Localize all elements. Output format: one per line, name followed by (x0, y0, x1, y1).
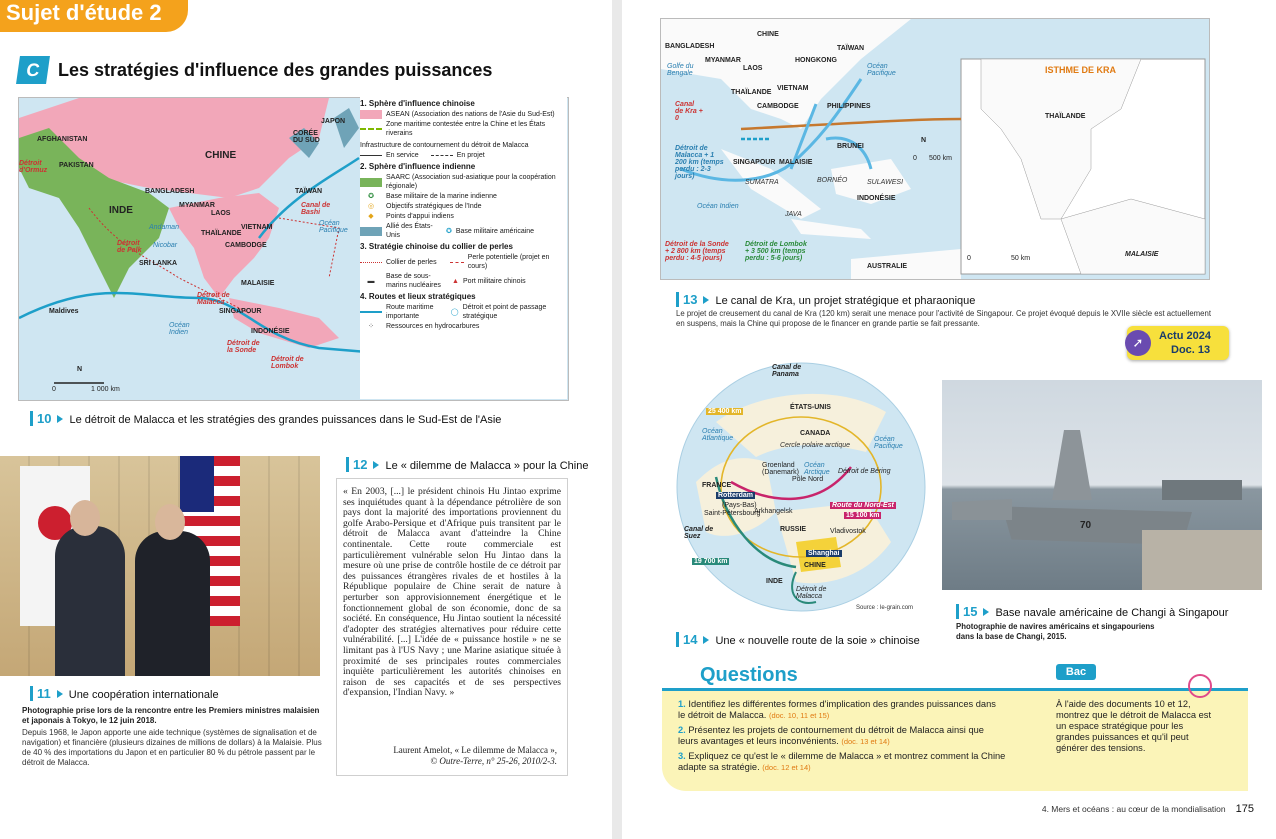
legend-collier: Collier de perles (386, 258, 437, 266)
q3-text: Expliquez ce qu'est le « dilemme de Malacca » et montrez comment la Chine adapte sa stratégie. (678, 751, 1006, 772)
label-indonesie: INDONÉSIE (251, 328, 290, 335)
section-letter: C (16, 56, 50, 84)
label-thailande: THAÏLANDE (731, 89, 772, 96)
doc15-num: 15 (956, 604, 977, 619)
label-rotterdam: Rotterdam (718, 492, 754, 499)
doc10-caption (30, 411, 501, 426)
badge-line1: Actu 2024 (1159, 330, 1211, 342)
label-japon: JAPON (321, 118, 346, 125)
label-russie: RUSSIE (780, 526, 807, 533)
label-shanghai: Shanghai (808, 550, 840, 557)
doc14-caption-text: Une « nouvelle route de la soie » chinoise (715, 635, 920, 647)
pier (1142, 530, 1262, 590)
label-chine: CHINE (757, 31, 779, 38)
label-ins-scale-0: 0 (967, 255, 971, 262)
label-ormuz: Détroit d'Ormuz (19, 160, 48, 174)
doc11-num: 11 (30, 686, 51, 701)
doc11-caption-text: Une coopération internationale (68, 689, 219, 701)
doc13-caption-text: Le canal de Kra, un projet stratégique et pharaonique (715, 295, 976, 307)
route-swatch (360, 311, 382, 313)
label-etatsunis: ÉTATS-UNIS (790, 404, 831, 411)
label-malacca: Détroit de Malacca (796, 586, 827, 600)
legend-perle: Perle potentielle (projet en cours) (467, 254, 550, 270)
legend-allie: Allié des États-Unis (386, 223, 433, 239)
label-nicobar: Nicobar (153, 242, 178, 249)
label-india: INDE (109, 205, 133, 216)
label-ocean-indien: Océan Indien (169, 322, 190, 336)
collier-swatch (360, 262, 382, 263)
label-france: FRANCE (702, 482, 732, 489)
label-palk: Détroit de Palk (117, 240, 142, 254)
bac-label: Bac (1056, 664, 1096, 680)
doc11-caption (30, 686, 219, 701)
questions-title: Questions (700, 664, 798, 686)
legend-appui: Points d'appui indiens (386, 213, 454, 220)
port-icon: ▲ (452, 277, 459, 285)
submarine-icon: ▬ (367, 277, 375, 285)
label-java: JAVA (785, 211, 802, 218)
bac-text: À l'aide des documents 10 et 12, montrez que le détroit de Malacca est un espace stratégique pour les grandes puissances et qu'il peut générer des tensions. (1056, 699, 1212, 753)
q1-text: Identifiez les différentes formes d'implication des grandes puissances dans le détroit de Malacca. (678, 699, 996, 720)
sujet-tab: Sujet d'étude 2 (0, 0, 188, 32)
legend-detroit: Détroit et point de passage stratégique (462, 304, 547, 320)
legend-h4: 4. Routes et lieux stratégiques (360, 292, 476, 301)
doc12-text: « En 2003, [...] le président chinois Hu Jintao exprime ses inquiétudes quant à la dépendance pétrolière de son pays dont la majorité des importations proviennent du golfe Arabo-Persique et d'Afrique puis transitent par le détroit de Malacca avant d'atteindre la Chine continentale. Cette route commerciale est particulièrement vulnérable selon Hu Jintao dans la mesure où une prise de contrôle hostile de ce détroit par des puissances étrangères rivales de et hostiles à la République populaire de Chine serait de nature à perturber son approvisionnement énergétique et le fonctionnement global de son économie, donc de sa société. En conséquence, Hu Jintao soutient la nécessité d'adopter des stratégies alternatives pour réduire cette vulnérabilité. [...] L'idée de « puissance hostile » ne se limitant pas à l'US Navy ; une Marine asiatique située à proximité de ses principales routes commerciales inquiète particulièrement les autorités chinoises en raison de ses capacités et de ses perspectives d'expansion, l'Indian Navy. » (343, 486, 561, 699)
q2-num: 2. (678, 725, 686, 735)
label-km15100: 15 100 km (846, 512, 880, 519)
label-indonesie: INDONÉSIE (857, 195, 896, 202)
legend-projet: En projet (456, 152, 485, 159)
caption-arrow-icon (57, 415, 63, 423)
zone-swatch (360, 128, 382, 130)
asean-swatch (360, 110, 382, 119)
legend-saarc: SAARC (Association sud-asiatique pour la coopération régionale) (386, 174, 556, 190)
label-ocean-atl: Océan Atlantique (702, 428, 734, 442)
label-thai: THAÏLANDE (201, 230, 242, 237)
left-page (0, 0, 612, 839)
question-3 (678, 751, 1008, 773)
label-viet: VIETNAM (241, 224, 273, 231)
caption-arrow-icon (57, 690, 63, 698)
doc12-source: © Outre-Terre, n° 25-26, 2010/2-3. (430, 756, 557, 766)
legend-infra: Infrastructure de contournement du détroit de Malacca (360, 142, 529, 149)
kra-map (660, 18, 1210, 280)
cursor-icon: ➚ (1125, 330, 1151, 356)
q3-num: 3. (678, 751, 686, 761)
label-malacca: Détroit de Malacca (197, 292, 230, 306)
label-sonde: Détroit de la Sonde (227, 340, 260, 354)
label-ins-malaisie: MALAISIE (1125, 251, 1159, 258)
doc13-text: Le projet de creusement du canal de Kra (120 km) serait une menace pour l'activité de Singapour. Ce projet évoqué depuis le XVIIe siècle est actuellement en suspens, mais la Chine qui propose de le financer en grande partie se fait pressante. (676, 309, 1212, 328)
legend-port: Port militaire chinois (462, 277, 526, 285)
doc11-text: Depuis 1968, le Japon apporte une aide technique (systèmes de signalisation et de navigation) et financière (plusieurs dizaines de millions de dollars) à la Malaisie. Plus de 40 % des importations du Japon et en particulier 80 % du pétrole passent par le détroit de Malacca. (22, 728, 322, 767)
ship-distant (1162, 480, 1242, 500)
label-lombok: Détroit de Lombok (271, 356, 304, 370)
label-cambodge: CAMBODGE (757, 103, 799, 110)
doc12-num: 12 (346, 457, 367, 472)
label-ins-thai: THAÏLANDE (1045, 113, 1086, 120)
allie-swatch (360, 227, 382, 236)
doc12-box (336, 478, 568, 776)
ec-logo-icon (1188, 674, 1212, 698)
label-bering: Détroit de Béring (838, 468, 891, 475)
legend-zone: Zone maritime contestée entre la Chine et les États riverains (386, 121, 546, 137)
label-philippines: PHILIPPINES (827, 103, 871, 110)
doc12-author: Laurent Amelot, « Le dilemme de Malacca », (393, 745, 557, 755)
label-malacca: Détroit de Malacca + 1 200 km (temps perdu : 2-3 jours) (675, 145, 724, 180)
right-page (622, 0, 1276, 839)
actu-badge[interactable] (1127, 326, 1229, 360)
label-ins-scale: 50 km (1011, 255, 1031, 262)
saarc-swatch (360, 178, 382, 187)
q1-num: 1. (678, 699, 686, 709)
label-groenland: Groenland (Danemark) (762, 462, 799, 476)
label-arkh: Arkhangelsk (754, 508, 793, 515)
page-footer (1042, 803, 1254, 815)
label-lombok: Détroit de Lombok + 3 500 km (temps perdu : 5-6 jours) (745, 241, 807, 262)
strait-icon: ◯ (450, 308, 459, 316)
doc14-num: 14 (676, 632, 697, 647)
label-route-nord: Route du Nord-Est (832, 502, 894, 509)
label-taiwan: TAÏWAN (295, 188, 323, 195)
label-stpete: Saint-Pétersbourg (704, 510, 761, 517)
caption-arrow-icon (373, 461, 379, 469)
person-left (55, 526, 125, 676)
doc10-caption-text: Le détroit de Malacca et les stratégies des grandes puissances dans le Sud-Est de l'Asie (69, 414, 502, 426)
caption-arrow-icon (703, 296, 709, 304)
label-hongkong: HONGKONG (795, 57, 837, 64)
label-inde: INDE (766, 578, 783, 585)
projet-swatch (431, 155, 453, 156)
doc14-source: Source : le-grain.com (856, 605, 914, 611)
label-suez: Canal de Suez (684, 526, 714, 540)
label-maldives: Maldives (49, 308, 79, 315)
label-sonde: Détroit de la Sonde + 2 800 km (temps perdu : 4-5 jours) (665, 241, 729, 262)
label-malaisie: MALAISIE (779, 159, 813, 166)
label-canal: Canal de Kra + 0 (675, 101, 703, 122)
label-ocean-ind: Océan Indien (697, 203, 739, 210)
base-us-icon: ✪ (446, 227, 452, 235)
doc13-caption (676, 292, 975, 307)
label-coree: CORÉE DU SUD (293, 130, 320, 144)
label-bangla: BANGLADESH (145, 188, 195, 195)
section-title: Les stratégies d'influence des grandes puissances (58, 59, 493, 80)
label-north: N (921, 137, 927, 144)
perle-swatch (450, 262, 464, 263)
label-bangladesh: BANGLADESH (665, 43, 715, 50)
section-header (18, 56, 492, 84)
legend-service: En service (386, 152, 419, 159)
label-ocean-pac: Océan Pacifique (867, 63, 896, 77)
label-borneo: BORNÉO (817, 177, 848, 184)
legend-asean: ASEAN (Association des nations de l'Asie du Sud-Est) (386, 111, 555, 118)
label-srilanka: SRI LANKA (139, 260, 178, 267)
diamond-icon: ◆ (368, 213, 374, 220)
label-ocean-pac: Océan Pacifique (874, 436, 903, 450)
ship-left (952, 490, 1012, 520)
legend-h2: 2. Sphère d'influence indienne (360, 162, 476, 171)
legend-obj: Objectifs stratégiques de l'Inde (386, 203, 482, 210)
legend-route: Route maritime importante (386, 304, 434, 320)
label-laos: LAOS (211, 210, 231, 217)
label-brunei: BRUNEI (837, 143, 864, 150)
hydro-icon: ⁘ (368, 323, 374, 330)
label-sulawesi: SULAWESI (867, 179, 904, 186)
label-scale-0: 0 (52, 386, 56, 393)
map-legend (360, 97, 567, 399)
doc12-caption (346, 457, 588, 472)
q2-ref: (doc. 13 et 14) (841, 737, 890, 746)
label-ocean-pac: Océan Pacifique (319, 220, 348, 234)
label-myan: MYANMAR (179, 202, 215, 209)
service-swatch (360, 155, 382, 156)
legend-h1: 1. Sphère d'influence chinoise (360, 99, 475, 108)
doc15-text: Photographie de navires américains et singapouriens dans la base de Changi, 2015. (956, 622, 1155, 641)
label-north: N (77, 366, 83, 373)
legend-h3: 3. Stratégie chinoise du collier de perles (360, 242, 513, 251)
doc12-caption-text: Le « dilemme de Malacca » pour la Chine (385, 460, 589, 472)
questions-section (662, 664, 1262, 788)
java-shape (791, 219, 871, 239)
caption-arrow-icon (703, 636, 709, 644)
label-australie: AUSTRALIE (867, 263, 908, 270)
legend-sousmarin: Base de sous-marins nucléaires (386, 273, 441, 289)
ship-tower (1052, 430, 1092, 500)
legend-base-ind: Base militaire de la marine indienne (386, 193, 497, 200)
label-vladi: Vladivostok (830, 528, 866, 535)
label-bashi: Canal de Bashi (301, 202, 331, 216)
label-camb: CAMBODGE (225, 242, 267, 249)
q3-ref: (doc. 12 et 14) (762, 763, 811, 772)
doc14-caption (676, 632, 920, 647)
legend-base-us: Base militaire américaine (455, 227, 535, 235)
doc15-caption (956, 604, 1228, 619)
q1-ref: (doc. 10, 11 et 15) (768, 711, 830, 720)
label-malaisie: MALAISIE (241, 280, 275, 287)
label-taiwan: TAÏWAN (837, 45, 865, 52)
base-ind-icon: ✪ (368, 193, 374, 200)
kra-route (741, 119, 961, 129)
label-canada: CANADA (800, 430, 831, 437)
label-panama: Canal de Panama (772, 364, 802, 378)
label-andaman: Andaman (149, 224, 179, 231)
label-km19700: 19 700 km (694, 558, 728, 565)
label-singapour: SINGAPOUR (733, 159, 776, 166)
question-2 (678, 725, 998, 747)
silk-road-globe (676, 362, 926, 612)
hull-number: 70 (1080, 520, 1092, 531)
japan-shape (334, 108, 359, 148)
label-singapour: SINGAPOUR (219, 308, 262, 315)
label-laos: LAOS (743, 65, 763, 72)
label-ocean-arc: Océan Arctique (804, 462, 830, 476)
kra-map-svg (661, 19, 1209, 279)
label-cercle: Cercle polaire arctique (780, 442, 851, 449)
doc11-bold-text: Photographie prise lors de la rencontre entre les Premiers ministres malaisien et japonais à Tokyo, le 12 juin 2018. (22, 706, 320, 725)
label-km25400: 25 400 km (708, 408, 742, 415)
label-isthme: ISTHME DE KRA (1045, 65, 1117, 75)
photo-politicians (0, 456, 320, 676)
question-1 (678, 699, 998, 721)
label-scale: 1 000 km (91, 386, 120, 393)
label-chine: CHINE (804, 562, 826, 569)
q2-text: Présentez les projets de contournement du détroit de Malacca ainsi que leurs avantages et leurs inconvénients. (678, 725, 984, 746)
questions-box (662, 688, 1248, 791)
label-sumatra: SUMATRA (745, 179, 779, 186)
legend-hydro: Ressources en hydrocarbures (386, 323, 480, 330)
label-golfe: Golfe du Bengale (667, 63, 694, 77)
label-scale: 500 km (929, 155, 952, 162)
person-right (135, 531, 210, 676)
caption-arrow-icon (983, 608, 989, 616)
badge-line2: Doc. 13 (1171, 344, 1211, 356)
label-scale-0: 0 (913, 155, 917, 162)
label-afgh: AFGHANISTAN (37, 136, 88, 143)
label-paysbas: (Pays-Bas) (722, 502, 757, 509)
footer-page: 175 (1235, 803, 1254, 815)
label-myanmar: MYANMAR (705, 57, 741, 64)
label-pole: Pôle Nord (792, 476, 824, 483)
label-pak: PAKISTAN (59, 162, 94, 169)
target-icon: ◎ (367, 203, 375, 210)
label-china: CHINE (205, 150, 237, 161)
photo-naval-base (942, 380, 1262, 590)
footer-chapter: 4. Mers et océans : au cœur de la mondialisation (1041, 804, 1226, 814)
doc15-caption-text: Base navale américaine de Changi à Singapour (995, 607, 1229, 619)
label-vietnam: VIETNAM (777, 85, 809, 92)
doc13-num: 13 (676, 292, 697, 307)
doc10-num: 10 (30, 411, 51, 426)
